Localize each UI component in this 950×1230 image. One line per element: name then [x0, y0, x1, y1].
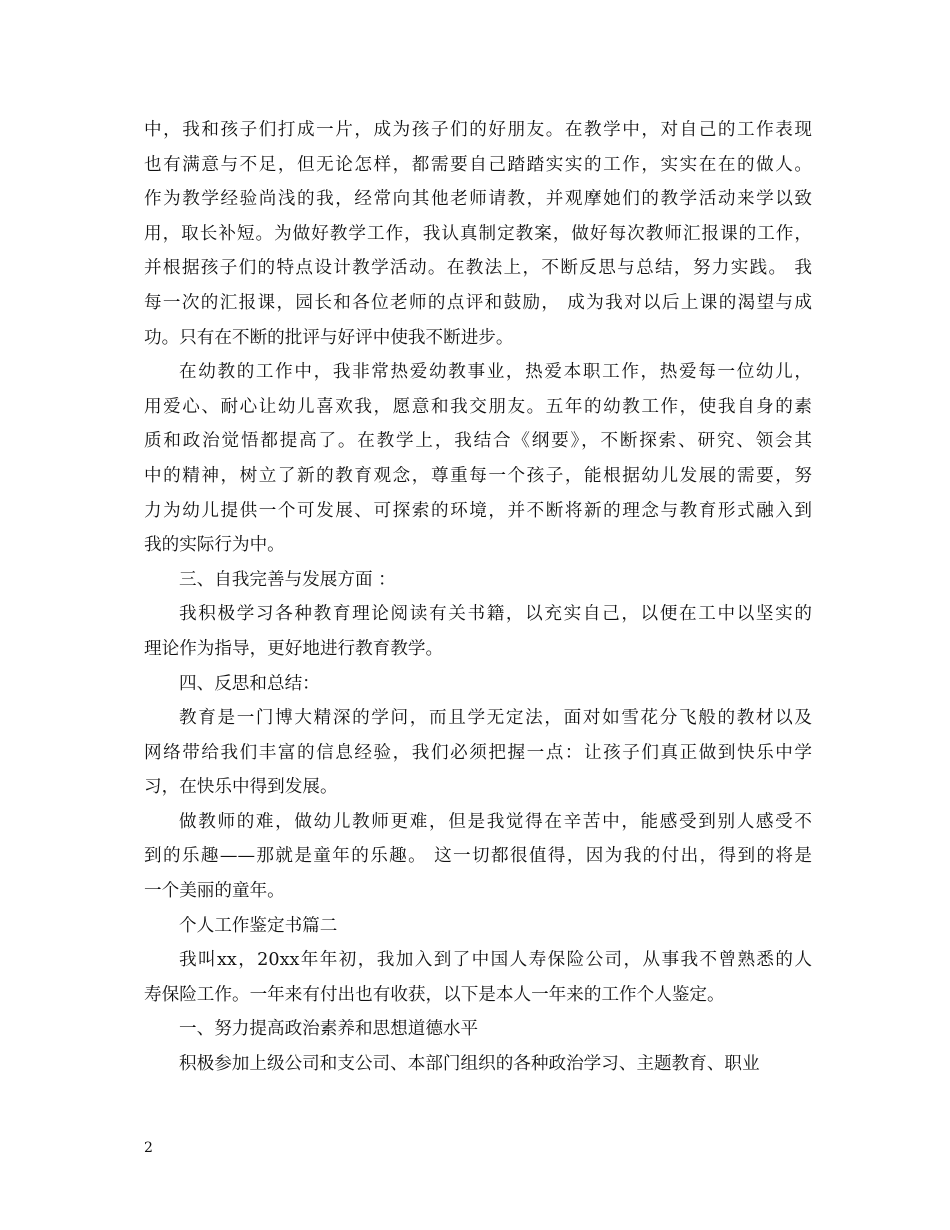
page-number: 2	[144, 1140, 153, 1156]
paragraph-t2	[144, 909, 812, 944]
text-line: 用，取长补短。为做好教学工作，我认真制定教案，做好每次教师汇报课的工作，	[144, 223, 812, 244]
text-line: 理论作为指导，更好地进行教育教学。	[144, 638, 444, 659]
text-line: 到的乐趣——那就是童年的乐趣。 这一切都很值得，因为我的付出，得到的将是	[144, 846, 812, 867]
text-line: 在幼教的工作中，我非常热爱幼教事业，热爱本职工作，热爱每一位幼儿，	[179, 362, 812, 383]
text-line: 质和政治觉悟都提高了。在教学上，我结合《纲要》，不断探索、研究、领会其	[144, 431, 812, 452]
text-line: 三、自我完善与发展方面 ：	[179, 569, 396, 590]
text-line: 做教师的难，做幼儿教师更难，但是我觉得在辛苦中，能感受到别人感受不	[179, 811, 812, 832]
text-line: 我积极学习各种教育理论阅读有关书籍，以充实自己，以便在工中以坚实的	[179, 604, 812, 625]
text-line: 四、反思和总结：	[179, 673, 320, 694]
paragraph-p4	[144, 701, 812, 805]
text-line: 寿保险工作。一年来有付出也有收获，以下是本人一年来的工作个人鉴定。	[144, 984, 725, 1005]
text-line: 习，在快乐中得到发展。	[144, 777, 338, 798]
text-line: 一、努力提高政治素养和思想道德水平	[179, 1019, 479, 1040]
text-line: 作为教学经验尚浅的我，经常向其他老师请教，并观摩她们的教学活动来学以致	[144, 189, 812, 210]
body-text	[144, 113, 812, 1082]
paragraph-p2	[144, 355, 812, 563]
text-line: 网络带给我们丰富的信息经验，我们必须把握一点：让孩子们真正做到快乐中学	[144, 742, 812, 763]
paragraph-p1	[144, 113, 812, 355]
paragraph-h1	[144, 1012, 812, 1047]
paragraph-h3	[144, 563, 812, 598]
text-line: 中的精神，树立了新的教育观念，尊重每一个孩子，能根据幼儿发展的需要，努	[144, 465, 812, 486]
text-line: 教育是一门博大精深的学问，而且学无定法，面对如雪花分飞般的教材以及	[179, 708, 812, 729]
text-line: 积极参加上级公司和支公司、本部门组织的各种政治学习、主题教育、职业	[179, 1054, 760, 1075]
paragraph-p3	[144, 597, 812, 666]
text-line: 功。只有在不断的批评与好评中使我不断进步。	[144, 327, 514, 348]
text-line: 也有满意与不足，但无论怎样，都需要自己踏踏实实的工作，实实在在的做人。	[144, 154, 812, 175]
text-line: 中，我和孩子们打成一片，成为孩子们的好朋友。在教学中，对自己的工作表现	[144, 120, 812, 140]
text-line: 我的实际行为中。	[144, 535, 285, 556]
text-line: 一个美丽的童年。	[144, 881, 285, 902]
paragraph-p5	[144, 805, 812, 909]
text-line: 用爱心、耐心让幼儿喜欢我，愿意和我交朋友。五年的幼教工作，使我自身的素	[144, 396, 812, 417]
paragraph-p7	[144, 1047, 812, 1082]
paragraph-h4	[144, 667, 812, 702]
text-line: 并根据孩子们的特点设计教学活动。在教法上，不断反思与总结，努力实践。 我	[144, 258, 812, 279]
text-line: 每一次的汇报课，园长和各位老师的点评和鼓励， 成为我对以后上课的渴望与成	[144, 292, 812, 313]
text-line: 力为幼儿提供一个可发展、可探索的环境，并不断将新的理念与教育形式融入到	[144, 500, 812, 521]
text-line: 我叫xx，20xx年年初，我加入到了中国人寿保险公司，从事我不曾熟悉的人	[179, 950, 812, 971]
paragraph-p6	[144, 943, 812, 1012]
text-line: 个人工作鉴定书篇二	[179, 915, 338, 936]
